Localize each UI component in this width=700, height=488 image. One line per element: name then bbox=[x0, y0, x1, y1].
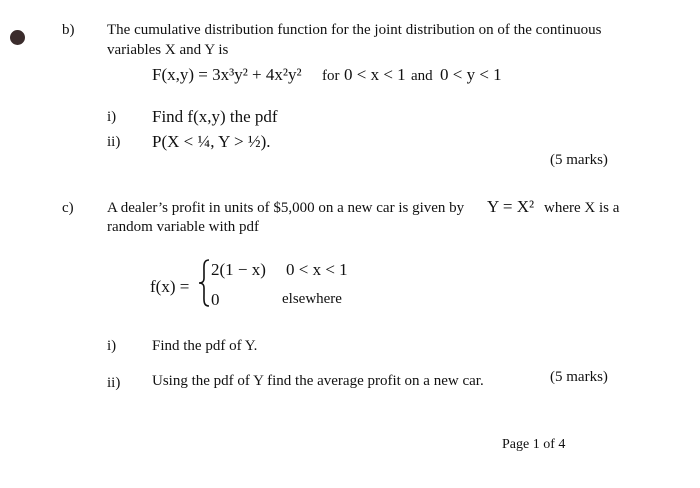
item-b-ii-num: ii) bbox=[107, 134, 121, 150]
question-c-label: c) bbox=[62, 200, 74, 216]
item-b-i-text: Find f(x,y) the pdf bbox=[152, 107, 278, 126]
question-c-line1b: where X is a bbox=[544, 200, 620, 216]
pdf-lhs: f(x) = bbox=[150, 277, 190, 296]
bullet-dot bbox=[10, 30, 25, 45]
case2-cond: elsewhere bbox=[282, 291, 342, 307]
domain-y: 0 < y < 1 bbox=[440, 65, 502, 84]
marks-c: (5 marks) bbox=[550, 369, 608, 385]
question-c-equation: Y = X² bbox=[487, 197, 535, 216]
domain-x: 0 < x < 1 bbox=[344, 65, 406, 84]
question-c-line1a: A dealer’s profit in units of $5,000 on a new car is given by bbox=[107, 200, 465, 216]
item-c-ii-text: Using the pdf of Y find the average profit on a new car. bbox=[152, 373, 484, 389]
question-b-label: b) bbox=[62, 22, 75, 38]
marks-b: (5 marks) bbox=[550, 152, 608, 168]
case2-expr: 0 bbox=[211, 290, 220, 309]
item-c-ii-num: ii) bbox=[107, 375, 121, 391]
cdf-formula: F(x,y) = 3x³y² + 4x²y² bbox=[152, 65, 302, 84]
question-c-line2: random variable with pdf bbox=[107, 219, 260, 235]
item-c-i-text: Find the pdf of Y. bbox=[152, 338, 258, 354]
domain-for: for bbox=[322, 68, 340, 84]
item-c-i-num: i) bbox=[107, 338, 117, 354]
left-brace bbox=[197, 258, 211, 308]
item-b-ii-text: P(X < ¼, Y > ½). bbox=[152, 132, 271, 151]
question-b-line2: variables X and Y is bbox=[107, 42, 229, 58]
page-number: Page 1 of 4 bbox=[502, 437, 566, 452]
case1-expr: 2(1 − x) bbox=[211, 260, 266, 279]
case1-cond: 0 < x < 1 bbox=[286, 260, 348, 279]
item-b-i-num: i) bbox=[107, 109, 117, 125]
question-b-line1: The cumulative distribution function for the joint distribution on of the continuous bbox=[107, 22, 602, 38]
domain-and: and bbox=[411, 68, 433, 84]
